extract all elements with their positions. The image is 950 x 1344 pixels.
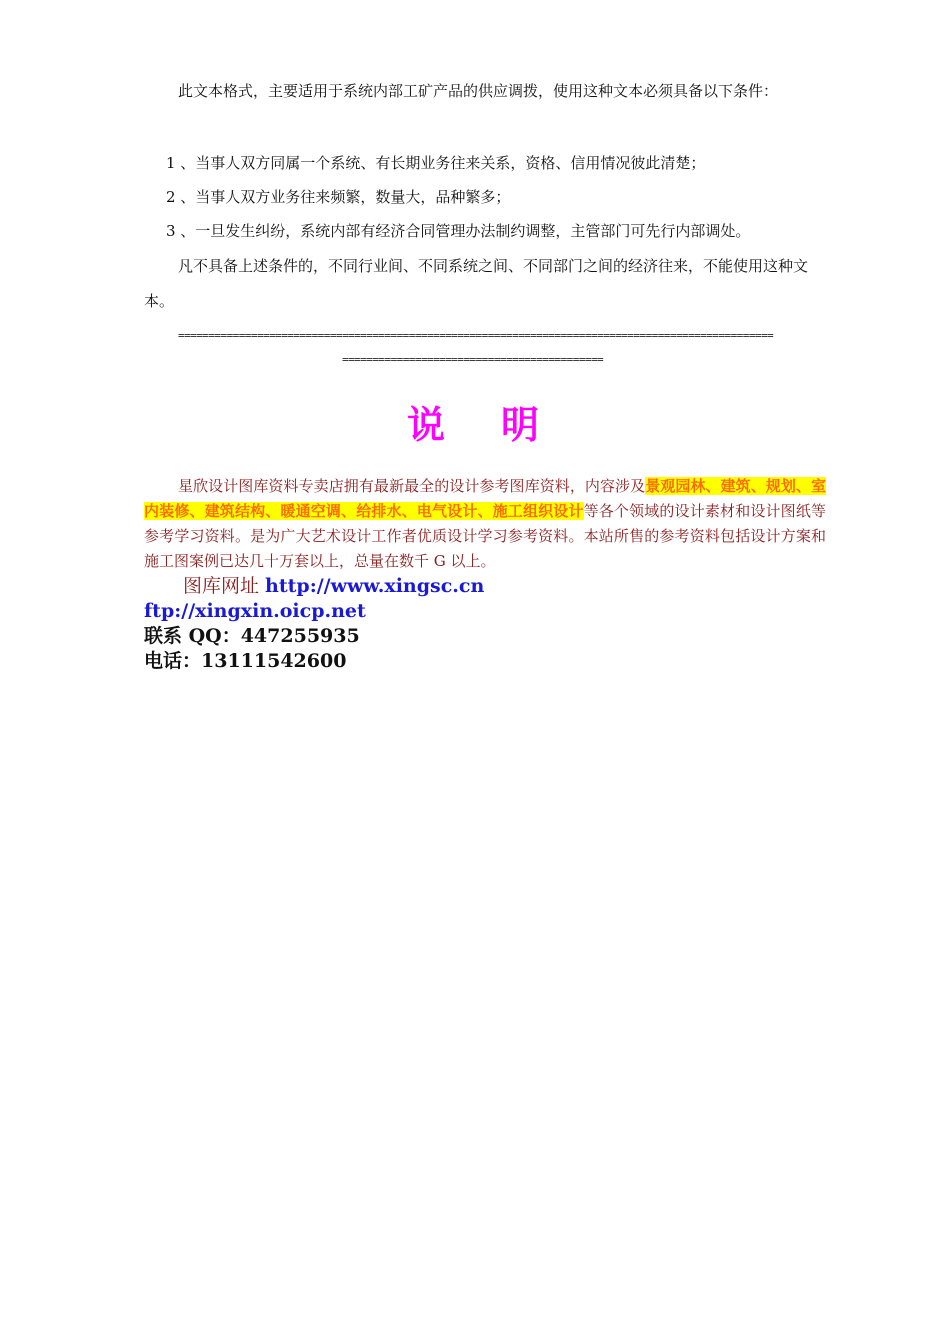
qq-contact: 联系 QQ：447255935 bbox=[144, 625, 360, 647]
website-link[interactable]: http://www.xingsc.cn bbox=[265, 575, 485, 597]
notice-heading: 说明 bbox=[406, 403, 595, 447]
notice-description bbox=[144, 474, 826, 574]
website-label: 图库网址 bbox=[183, 575, 266, 597]
notice-text-after: 等各个领域的设计素材和设计图纸等参考学习资料。是为广大艺术设计工作者优质设计学习参考资料。本站所售的参考资料包括设计方案和施工图案例已达几十万套以上，总量在数千 G 以上。 bbox=[144, 502, 826, 570]
closing-paragraph: 凡不具备上述条件的，不同行业间、不同系统之间、不同部门之间的经济往来，不能使用这种文本。 bbox=[144, 257, 809, 310]
notice-text-before: 星欣设计图库资料专卖店拥有最新最全的设计参考图库资料，内容涉及 bbox=[178, 477, 646, 495]
phone-contact: 电话：13111542600 bbox=[144, 650, 347, 672]
separator-line: ================================================================================================== bbox=[178, 330, 774, 341]
website-line bbox=[183, 573, 484, 599]
condition-item-3: 3 、一旦发生纠纷，系统内部有经济合同管理办法制约调整，主管部门可先行内部调处。 bbox=[166, 222, 751, 240]
separator-line-continued: =========================================== bbox=[342, 354, 604, 365]
condition-item-1: 1 、当事人双方同属一个系统、有长期业务往来关系，资格、信用情况彼此清楚； bbox=[166, 154, 706, 172]
condition-item-2: 2 、当事人双方业务往来频繁，数量大，品种繁多； bbox=[166, 188, 511, 206]
intro-paragraph: 此文本格式，主要适用于系统内部工矿产品的供应调拨，使用这种文本必须具备以下条件： bbox=[178, 82, 779, 100]
ftp-link[interactable]: ftp://xingxin.oicp.net bbox=[144, 600, 366, 622]
highlighted-categories: 景观园林、建筑、规划、室内装修、建筑结构、暖通空调、给排水、电气设计、施工组织设计 bbox=[144, 477, 826, 520]
